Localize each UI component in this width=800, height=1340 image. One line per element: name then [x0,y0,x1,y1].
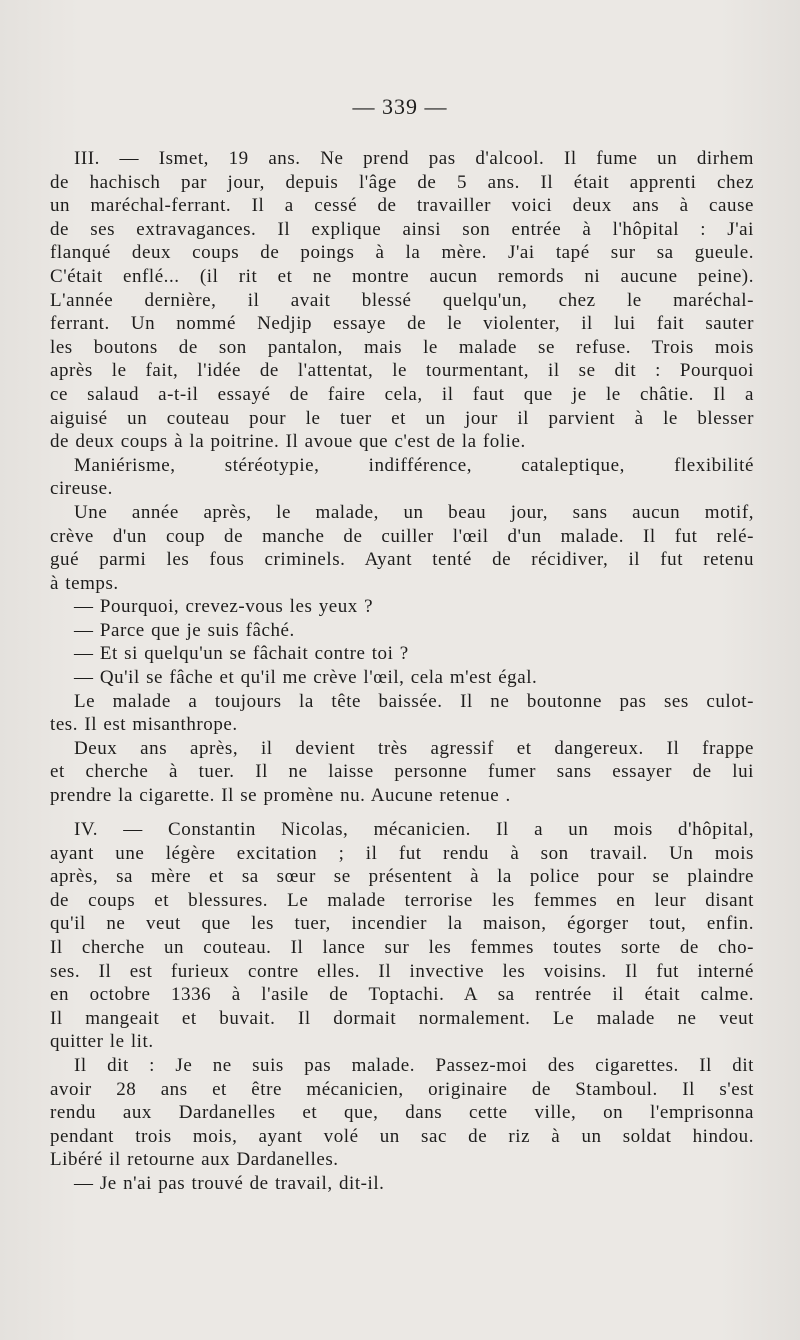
text-line: IV. — Constantin Nicolas, mécanicien. Il a un mois d'hôpital, [74,819,754,840]
text-line: Deux ans après, il devient très agressif et dangereux. Il frappe [74,737,754,759]
text-line: après, sa mère et sa sœur se présentent à la police pour se plaindre [50,866,754,888]
text-line: les boutons de son pantalon, mais le malade se refuse. Trois mois [50,336,754,358]
text-line: Maniérisme, stéréotypie, indifférence, cataleptique, flexibilité [74,454,754,476]
text-line: en octobre 1336 à l'asile de Toptachi. A sa rentrée il était calme. [50,984,754,1006]
text-line: Le malade a toujours la tête baissée. Il ne boutonne pas ses culot- [74,690,754,712]
text-line: Il mangeait et buvait. Il dormait normalement. Le malade ne veut [50,1007,754,1029]
text-line: avoir 28 ans et être mécanicien, originaire de Stamboul. Il s'est [50,1078,754,1100]
text-line: qu'il ne veut que les tuer, incendier la maison, égorger tout, enfin. [50,913,754,935]
text-line: de coups et blessures. Le malade terrorise les femmes en leur disant [50,889,754,911]
text-line: crève d'un coup de manche de cuiller l'œil d'un malade. Il fut relé- [50,525,754,547]
text-line: un maréchal-ferrant. Il a cessé de travailler voici deux ans à cause [50,195,754,217]
text-line: cireuse. [50,478,113,500]
text-line: aiguisé un couteau pour le tuer et un jour il parvient à le blesser [50,407,754,429]
text-line: ce salaud a-t-il essayé de faire cela, il faut que je le châtie. Il a [50,383,754,405]
text-line: — Qu'il se fâche et qu'il me crève l'œil, cela m'est égal. [74,667,538,689]
text-line: Libéré il retourne aux Dardanelles. [50,1149,339,1171]
text-line: tes. Il est misanthrope. [50,714,238,736]
text-line: prendre la cigarette. Il se promène nu. Aucune retenue . [50,785,511,807]
text-line: pendant trois mois, ayant volé un sac de riz à un soldat hindou. [50,1125,754,1147]
text-line: à temps. [50,572,119,594]
text-line: — Parce que je suis fâché. [74,619,295,641]
text-line: Il dit : Je ne suis pas malade. Passez-moi des cigarettes. Il dit [74,1054,754,1076]
text-line: — Pourquoi, crevez-vous les yeux ? [74,596,374,618]
text-line: de deux coups à la poitrine. Il avoue que c'est de la folie. [50,431,526,453]
text-line: rendu aux Dardanelles et que, dans cette ville, on l'emprisonna [50,1102,754,1124]
text-line: ayant une légère excitation ; il fut rendu à son travail. Un mois [50,842,754,864]
text-line: Il cherche un couteau. Il lance sur les femmes toutes sorte de cho- [50,936,754,958]
text-line: L'année dernière, il avait blessé quelqu'un, chez le maréchal- [50,289,754,311]
section-iii-ismet [50,147,754,808]
text-line: de ses extravagances. Il explique ainsi son entrée à l'hôpital : J'ai [50,218,754,240]
text-line: après le fait, l'idée de l'attentat, le tourmentant, il se dit : Pourquoi [50,360,754,382]
text-line: de hachisch par jour, depuis l'âge de 5 ans. Il était apprenti chez [50,171,754,193]
text-line: Une année après, le malade, un beau jour, sans aucun motif, [74,501,754,523]
section-iv-constantin-nicolas [50,818,754,1196]
text-line: ferrant. Un nommé Nedjip essaye de le violenter, il lui fait sauter [50,313,754,335]
text-line: — Et si quelqu'un se fâchait contre toi ? [74,643,409,665]
text-line: quitter le lit. [50,1031,154,1053]
text-line: et cherche à tuer. Il ne laisse personne fumer sans essayer de lui [50,761,754,783]
page-number: — 339 — [352,94,448,119]
text-line: C'était enflé... (il rit et ne montre aucun remords ni aucune peine). [50,265,754,287]
text-line: — Je n'ai pas trouvé de travail, dit-il. [74,1172,385,1194]
text-line: III. — Ismet, 19 ans. Ne prend pas d'alcool. Il fume un dirhem [74,148,754,169]
text-line: gué parmi les fous criminels. Ayant tenté de récidiver, il fut retenu [50,549,754,571]
text-line: ses. Il est furieux contre elles. Il invective les voisins. Il fut interné [50,960,754,982]
text-line: flanqué deux coups de poings à la mère. J'ai tapé sur sa gueule. [50,242,754,264]
